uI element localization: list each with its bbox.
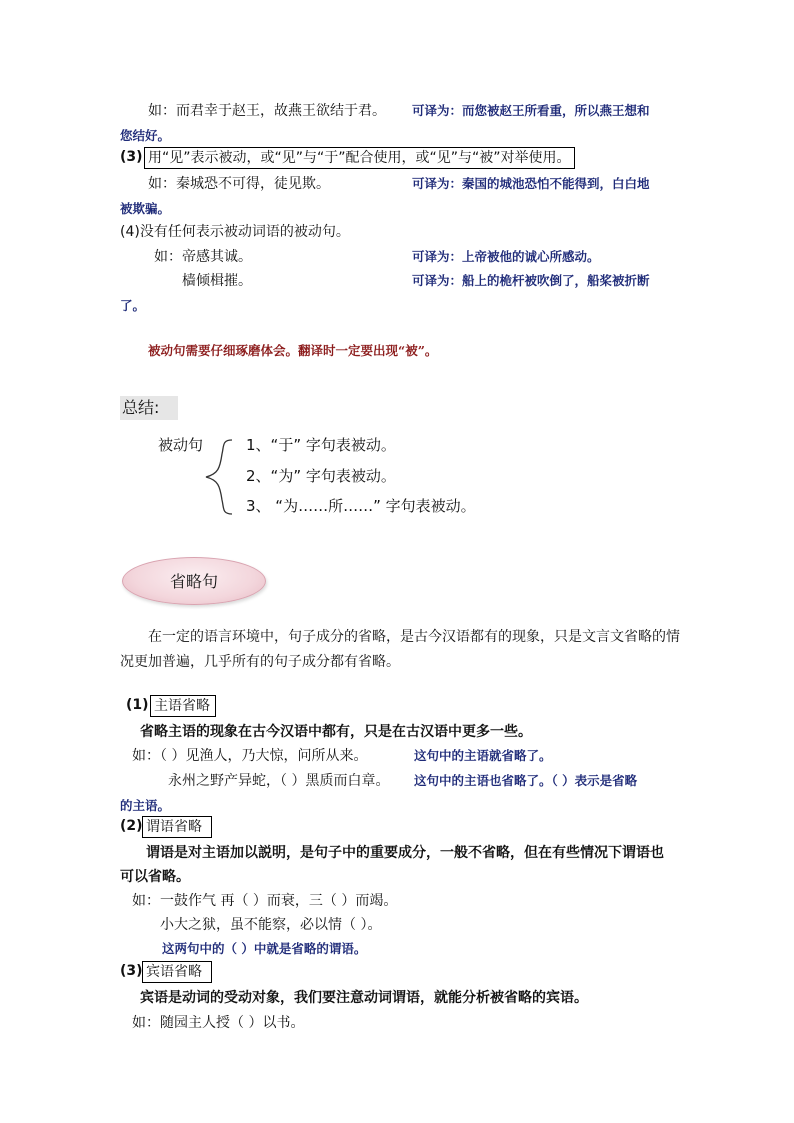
passive-translation-4b-cont: 了。 [120,298,146,313]
section-1-number: (1) [126,697,149,713]
section-1-example-2-note: 这句中的主语也省略了。（ ）表示是省略 [414,773,638,788]
passive-translation-4b: 可译为：船上的桅杆被吹倒了，船桨被折断 [412,273,650,288]
section-1-example-2-note-cont: 的主语。 [120,798,171,813]
passive-translation-3-cont: 被欺骗。 [120,201,171,216]
section-1-example-2: 永州之野产异蛇，（ ）黑质而白章。 [168,773,390,789]
curly-brace-icon [200,438,236,516]
passive-example-3 [148,173,330,193]
ellipsis-intro-line-2: 况更加普遍，几乎所有的句子成分都有省略。 [120,654,400,670]
passive-translation-4a: 可译为：上帝被他的诚心所感动。 [412,249,600,264]
example-label: 如： [132,1015,160,1031]
passive-example-4a [154,246,252,266]
example-text: 一鼓作气 再（ ）而衰，三（ ）而竭。 [160,893,398,909]
section-2-note: 这两句中的（ ）中就是省略的谓语。 [162,941,367,956]
section-2-desc-line-1: 谓语是对主语加以説明，是句子中的重要成分，一般不省略，但在有些情况下谓语也 [146,845,664,861]
example-label: 如： [132,748,160,764]
section-1-desc: 省略主语的现象在古今汉语中都有，只是在古汉语中更多一些。 [140,724,532,740]
example-label: 如： [132,893,160,909]
passive-item-4-title: (4)没有任何表示被动词语的被动句。 [120,224,350,240]
ellipsis-badge-label: 省略句 [169,572,218,591]
summary-heading: 总结: [120,396,178,420]
summary-item-1: 1、“于” 字句表被动。 [246,436,396,454]
section-1-example-1-note: 这句中的主语就省略了。 [414,748,552,763]
example-text: 而君幸于赵王，故燕王欲结于君。 [176,103,386,119]
section-3-number: (3) [120,963,143,979]
example-label: 如： [148,176,176,192]
passive-translation-1: 可译为：而您被赵王所看重，所以燕王想和 [412,103,650,118]
passive-item-3-title: 用“见”表示被动，或“见”与“于”配合使用，或“见”与“被”对举使用。 [144,147,575,169]
ellipsis-badge [122,557,266,605]
section-3-example-1 [132,1012,304,1032]
passive-example-4b: 樯倾楫摧。 [182,273,252,289]
example-text: 随园主人授（ ）以书。 [160,1015,305,1031]
passive-example-1 [148,100,386,120]
passive-item-3-number: (3) [120,149,143,165]
example-text: （ ）见渔人，乃大惊，问所从来。 [160,748,368,764]
example-text: 帝感其诚。 [182,249,252,265]
summary-item-3: 3、 “为……所……” 字句表被动。 [246,497,476,515]
passive-note: 被动句需要仔细琢磨体会。翻译时一定要出现“被”。 [148,343,438,358]
section-1-example-1 [132,745,367,765]
section-3-desc: 宾语是动词的受动对象，我们要注意动词谓语，就能分析被省略的宾语。 [140,990,588,1006]
example-text: 秦城恐不可得，徒见欺。 [176,176,330,192]
ellipsis-intro-line-1: 在一定的语言环境中，句子成分的省略，是古今汉语都有的现象，只是文言文省略的情 [148,629,680,645]
summary-item-2: 2、“为” 字句表被动。 [246,467,396,485]
section-2-number: (2) [120,818,143,834]
section-2-title: 谓语省略 [142,816,212,838]
passive-translation-3: 可译为：秦国的城池恐怕不能得到，白白地 [412,176,650,191]
example-label: 如： [154,249,182,265]
section-2-example-2: 小大之狱，虽不能察，必以情（ ）。 [160,917,382,933]
section-3-title: 宾语省略 [142,961,212,983]
example-label: 如： [148,103,176,119]
section-2-desc-line-2: 可以省略。 [120,869,190,885]
passive-translation-1-cont: 您结好。 [120,128,171,143]
summary-root: 被动句 [158,436,204,454]
section-1-title: 主语省略 [150,695,216,717]
section-2-example-1 [132,890,397,910]
